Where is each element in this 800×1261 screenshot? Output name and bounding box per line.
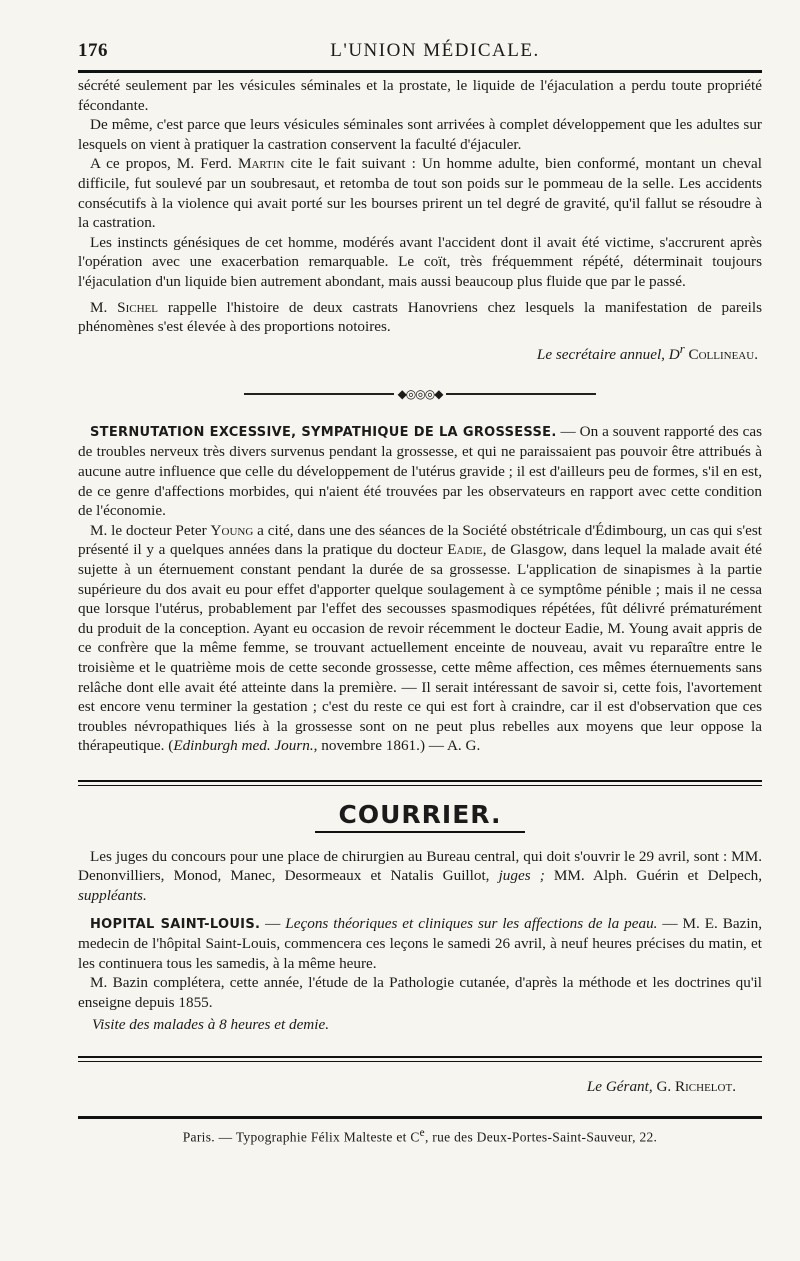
running-header xyxy=(78,40,762,62)
source-citation: Edinburgh med. Journ. xyxy=(173,737,314,755)
section-courrier xyxy=(78,847,762,1034)
paragraph: STERNUTATION EXCESSIVE, SYMPATHIQUE DE LA GROSSESSE. — On a souvent rapporté des cas de troubles nerveux très divers survenus pendant la grossesse, et qui ne paraissaient pas pouvoir être attribués à aucune autre influence que celle du développement de l'utérus gravide ; il est d'ailleurs peu de formes, s'il en est, de ce genre d'affections morbides, qui n'aient été trouvées par les observateurs en rapport avec cette condition de l'économie. xyxy=(78,422,762,520)
paragraph: De même, c'est parce que leurs vésicules séminales sont arrivées à complet développement que les adultes sur lesquels on vient à pratiquer la castration conservent la faculté d'éjaculer. xyxy=(78,116,762,153)
ornament-divider: ◆◎◎◎◆ xyxy=(78,387,762,402)
printer-imprint: Paris. — Typographie Félix Malteste et Ce, rue des Deux-Portes-Saint-Sauveur, 22. xyxy=(78,1116,762,1146)
double-rule xyxy=(78,780,762,786)
double-rule xyxy=(78,1056,762,1062)
header-rule xyxy=(78,70,762,73)
title-rule xyxy=(315,831,525,833)
author-name: Young xyxy=(210,521,254,539)
author-name: Sichel xyxy=(117,298,158,316)
paragraph: Les juges du concours pour une place de chirurgien au Bureau central, qui doit s'ouvrir le 29 avril, sont : MM. Denonvilliers, Monod, Manec, Desormeaux et Natalis Guillot, juges ; MM. Alph. Guérin et Delpech, suppléants. xyxy=(78,847,763,905)
article-heading: STERNUTATION EXCESSIVE, SYMPATHIQUE DE LA GROSSESSE. xyxy=(90,424,557,440)
course-title: Leçons théoriques et cliniques sur les affections de la peau. xyxy=(285,914,658,932)
paragraph: M. Sichel rappelle l'histoire de deux castrats Hanovriens chez lesquels la manifestation de pareils phénomènes s'est élevée à des proportions notoires. xyxy=(78,298,762,336)
paragraph: Les instincts génésiques de cet homme, modérés avant l'accident dont il avait été victime, s'accrurent après l'opération avec une exacerbation remarquable. Le coït, très fréquemment répété, déterminait toujours l'éjaculation d'un liquide bien autrement abondant, mais aussi beaucoup plus fluide que par le passé. xyxy=(78,233,762,290)
section-sternutation xyxy=(78,422,762,756)
article-heading: HOPITAL SAINT-LOUIS. xyxy=(90,916,261,932)
signature-name: Collineau. xyxy=(688,345,758,363)
gerant-line: Le Gérant, G. Richelot. xyxy=(586,1078,736,1096)
author-name: Martin xyxy=(237,155,285,173)
paragraph: M. Bazin complétera, cette année, l'étude de la Pathologie cutanée, d'après la méthode et les doctrines qu'il enseigne depuis 1855. xyxy=(78,974,762,1012)
paragraph: HOPITAL SAINT-LOUIS. — Leçons théoriques et cliniques sur les affections de la peau. — M. E. Bazin, medecin de l'hôpital Saint-Louis, commencera ces leçons le samedi 26 avril, à neuf heures précises du matin, et les continuera tous les samedis, à la même heure. xyxy=(78,914,762,972)
signature: Le secrétaire annuel, $D^r$ Collineau. xyxy=(536,341,758,363)
visiting-hours: Visite des malades à 8 heures et demie. xyxy=(92,1015,330,1033)
paragraph: A ce propos, M. Ferd. Martin cite le fait suivant : Un homme adulte, bien conformé, montant un cheval difficile, fut soulevé par un soubresaut, et retomba de tout son poids sur le pommeau de la selle. Les accidents consécutifs à la violence qui avait porté sur les bourses prirent un tel degré de gravité, qu'il fallut se résoudre à la castration. xyxy=(78,155,762,232)
paragraph: M. le docteur Peter Young a cité, dans une des séances de la Société obstétricale d'Édimbourg, un cas qui s'est présenté il y a quelques années dans la pratique du docteur Eadie, de Glasgow, dans lequel la malade avait été sujette à un éternuement constant pendant la durée de sa grossesse. L'application de sinapismes à la partie supérieure du dos avait eu pour effet d'apporter quelque soulagement à ce symptôme pénible ; mais il ne cessa que lorsque l'utérus, probablement par l'effet des secousses spasmodiques répétées, fût délivré prématurément du produit de la conception. Ayant eu occasion de revoir récemment le docteur Eadie, M. Young avait appris de ce confrère que la même femme, se trouvant actuellement enceinte de nouveau, avait vu reparaître entre le troisième et le quatrième mois de cette seconde grossesse, cette même affection, ces mêmes éternuements sans relâche dont elle avait été atteinte dans la première. — Il serait intéressant de savoir si, cette fois, l'avortement est encore venu terminer la gestation ; c'est du reste ce qui est fort à craindre, car il est d'observation que ces troubles névropathiques liés à la grossesse sont on ne peut plus rebelles aux moyens que leur oppose la thérapeutique. (Edinburgh med. Journ., novembre 1861.) — A. G. xyxy=(78,521,762,755)
page-number: 176 xyxy=(78,40,108,61)
section-title: COURRIER. xyxy=(338,799,502,829)
author-name: Eadie xyxy=(447,541,483,559)
section-seminal xyxy=(78,76,762,365)
paragraph: sécrété seulement par les vésicules séminales et la prostate, le liquide de l'éjaculation a perdu toute propriété fécondante. xyxy=(78,77,762,114)
journal-title: L'UNION MÉDICALE. xyxy=(330,40,540,61)
